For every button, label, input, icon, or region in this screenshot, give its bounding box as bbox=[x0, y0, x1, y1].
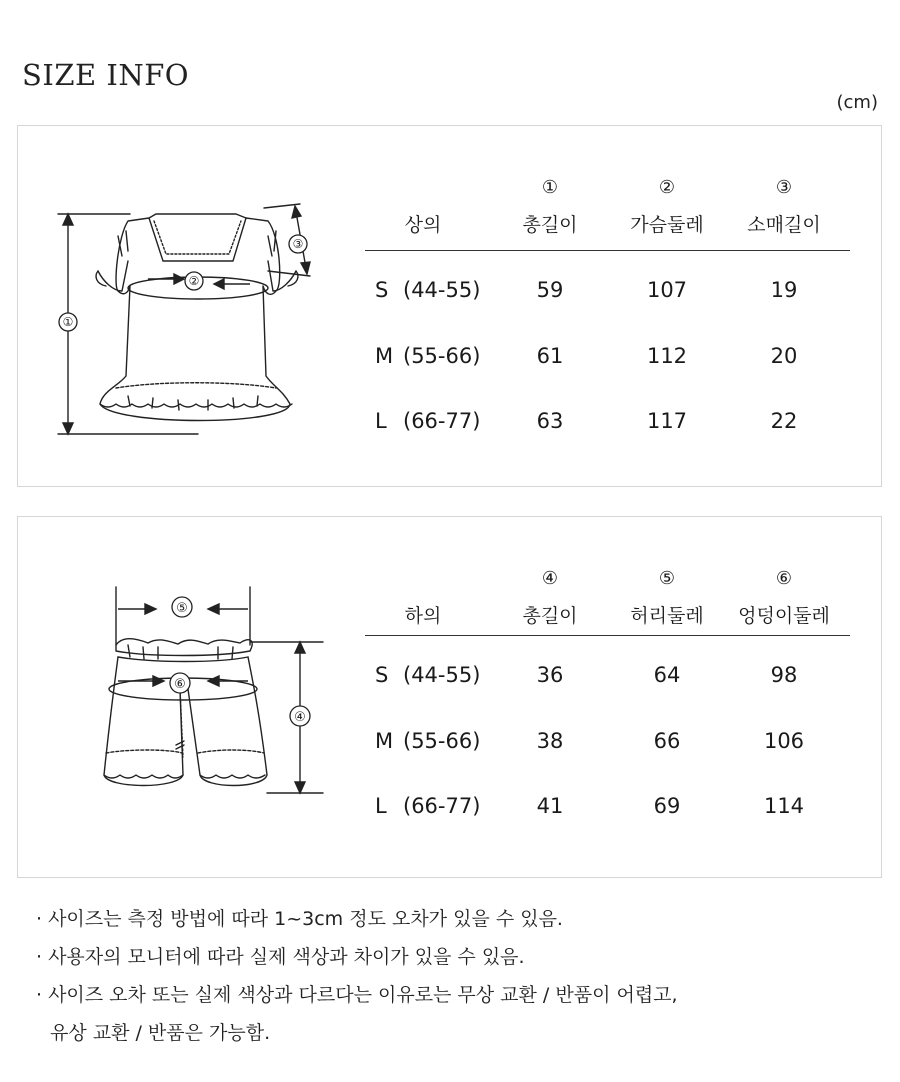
table-divider bbox=[365, 635, 850, 636]
top-garment-diagram bbox=[18, 126, 378, 486]
note-item: 유상 교환 / 반품은 가능함. bbox=[50, 1022, 271, 1044]
col-num: ① bbox=[541, 177, 559, 198]
bottom-header-label: 하의 bbox=[404, 605, 442, 627]
table-cell: 41 bbox=[536, 794, 564, 818]
table-cell: 112 bbox=[646, 344, 688, 368]
page-title: SIZE INFO bbox=[22, 58, 190, 92]
table-cell: 22 bbox=[770, 409, 798, 433]
table-cell: 98 bbox=[770, 663, 798, 687]
table-cell: 69 bbox=[653, 794, 681, 818]
note-item: · 사이즈 오차 또는 실제 색상과 다르다는 이유로는 무상 교환 / 반품이 어렵고, bbox=[36, 984, 678, 1006]
col-num: ② bbox=[658, 177, 676, 198]
top-left-sleeve bbox=[98, 261, 128, 291]
col-label: 가슴둘레 bbox=[630, 214, 704, 236]
table-cell: 63 bbox=[536, 409, 564, 433]
marker-4: ④ bbox=[294, 710, 306, 725]
row-size-label: L (66-77) bbox=[375, 794, 481, 818]
col-num: ③ bbox=[775, 177, 793, 198]
table-cell: 114 bbox=[763, 794, 805, 818]
table-cell: 38 bbox=[536, 729, 564, 753]
shorts-waistband bbox=[116, 639, 252, 656]
table-cell: 19 bbox=[770, 278, 798, 302]
col-label: 총길이 bbox=[522, 605, 578, 627]
col-num: ⑤ bbox=[658, 568, 676, 589]
marker-1: ① bbox=[62, 315, 74, 329]
table-cell: 117 bbox=[646, 409, 688, 433]
col-num: ④ bbox=[541, 568, 559, 589]
note-item: · 사용자의 모니터에 따라 실제 색상과 차이가 있을 수 있음. bbox=[36, 946, 525, 968]
top-body-outline bbox=[100, 214, 290, 421]
row-size-label: M (55-66) bbox=[375, 729, 481, 753]
top-ruffle-seam bbox=[116, 383, 276, 388]
bottom-garment-diagram bbox=[18, 517, 378, 877]
marker-3: ③ bbox=[292, 237, 304, 251]
bottom-size-panel bbox=[17, 516, 882, 878]
col-label: 허리둘레 bbox=[630, 605, 704, 627]
table-cell: 59 bbox=[536, 278, 564, 302]
note-item: · 사이즈는 측정 방법에 따라 1~3cm 정도 오차가 있을 수 있음. bbox=[36, 908, 563, 930]
row-size-label: S (44-55) bbox=[375, 663, 481, 687]
unit-label: (cm) bbox=[836, 92, 878, 113]
marker-5: ⑤ bbox=[176, 601, 188, 616]
col-num: ⑥ bbox=[775, 568, 793, 589]
notes-list bbox=[36, 900, 678, 1052]
table-cell: 64 bbox=[653, 663, 681, 687]
col-label: 엉덩이둘레 bbox=[738, 605, 830, 627]
shorts-right-hem bbox=[200, 775, 265, 778]
marker-6: ⑥ bbox=[174, 677, 186, 692]
table-cell: 36 bbox=[536, 663, 564, 687]
table-cell: 106 bbox=[763, 729, 805, 753]
table-cell: 61 bbox=[536, 344, 564, 368]
top-neckline bbox=[149, 218, 246, 261]
table-cell: 66 bbox=[653, 729, 681, 753]
row-size-label: M (55-66) bbox=[375, 344, 481, 368]
row-size-label: L (66-77) bbox=[375, 409, 481, 433]
col-label: 소매길이 bbox=[747, 214, 821, 236]
shorts-left-hem bbox=[104, 775, 183, 778]
table-cell: 107 bbox=[646, 278, 688, 302]
top-header-label: 상의 bbox=[404, 214, 442, 236]
top-size-panel bbox=[17, 125, 882, 487]
row-size-label: S (44-55) bbox=[375, 278, 481, 302]
table-divider bbox=[365, 250, 850, 251]
top-right-sleeve bbox=[268, 261, 296, 291]
top-ruffle-hem bbox=[100, 404, 292, 407]
col-label: 총길이 bbox=[522, 214, 578, 236]
marker-2: ② bbox=[188, 274, 200, 288]
table-cell: 20 bbox=[770, 344, 798, 368]
